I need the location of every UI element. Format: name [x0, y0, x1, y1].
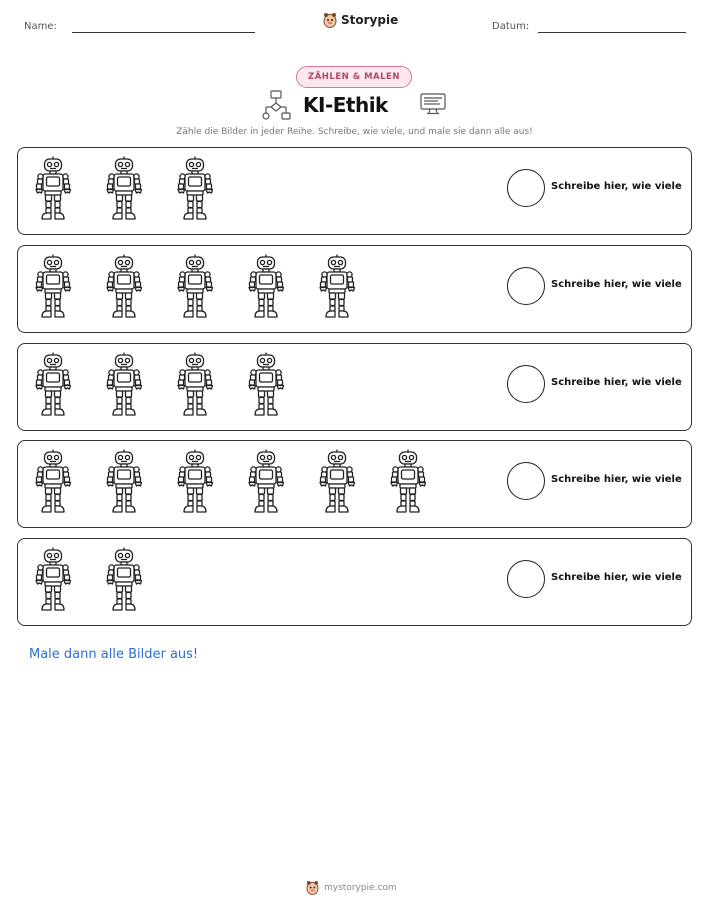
page-title: KI-Ethik	[303, 93, 388, 117]
storypie-logo-icon	[306, 880, 319, 895]
robot-icon	[32, 546, 74, 612]
counting-row-1	[17, 147, 692, 235]
robot-group	[32, 351, 287, 417]
brand	[323, 12, 398, 28]
robot-group	[32, 253, 358, 319]
counting-row-5	[17, 538, 692, 626]
closing-instruction: Male dann alle Bilder aus!	[29, 647, 199, 662]
counting-row-2	[17, 245, 692, 333]
robot-icon	[245, 448, 287, 514]
robot-icon	[103, 448, 145, 514]
answer-prompt: Schreibe hier, wie viele	[551, 572, 682, 583]
flowchart-icon	[262, 89, 294, 121]
counting-row-3	[17, 343, 692, 431]
brand-name: Storypie	[341, 13, 399, 27]
robot-icon	[316, 253, 358, 319]
answer-prompt: Schreibe hier, wie viele	[551, 474, 682, 485]
footer-url: mystorypie.com	[324, 882, 397, 893]
robot-icon	[32, 253, 74, 319]
answer-prompt: Schreibe hier, wie viele	[551, 377, 682, 388]
robot-icon	[32, 351, 74, 417]
robot-icon	[245, 253, 287, 319]
date-line[interactable]	[538, 32, 686, 33]
date-label: Datum:	[492, 21, 530, 32]
robot-icon	[316, 448, 358, 514]
robot-group	[32, 155, 216, 221]
robot-icon	[174, 351, 216, 417]
answer-circle[interactable]	[507, 462, 545, 500]
robot-group	[32, 546, 145, 612]
answer-circle[interactable]	[507, 365, 545, 403]
answer-circle[interactable]	[507, 169, 545, 207]
answer-circle[interactable]	[507, 267, 545, 305]
robot-icon	[245, 351, 287, 417]
robot-icon	[103, 155, 145, 221]
answer-prompt: Schreibe hier, wie viele	[551, 181, 682, 192]
name-line[interactable]	[72, 32, 255, 33]
robot-icon	[103, 253, 145, 319]
robot-icon	[174, 155, 216, 221]
answer-circle[interactable]	[507, 560, 545, 598]
robot-icon	[174, 448, 216, 514]
robot-icon	[387, 448, 429, 514]
robot-icon	[103, 546, 145, 612]
robot-icon	[32, 155, 74, 221]
counting-row-4	[17, 440, 692, 528]
robot-icon	[174, 253, 216, 319]
title-row	[0, 93, 709, 123]
answer-prompt: Schreibe hier, wie viele	[551, 279, 682, 290]
category-pill: ZÄHLEN & MALEN	[296, 66, 412, 88]
name-label: Name:	[24, 21, 57, 32]
footer	[306, 880, 397, 895]
robot-icon	[32, 448, 74, 514]
computer-monitor-icon	[420, 93, 446, 115]
robot-icon	[103, 351, 145, 417]
storypie-logo-icon	[323, 12, 337, 28]
instructions: Zähle die Bilder in jeder Reihe. Schreibe, wie viele, und male sie dann alle aus!	[176, 127, 533, 137]
robot-group	[32, 448, 429, 514]
